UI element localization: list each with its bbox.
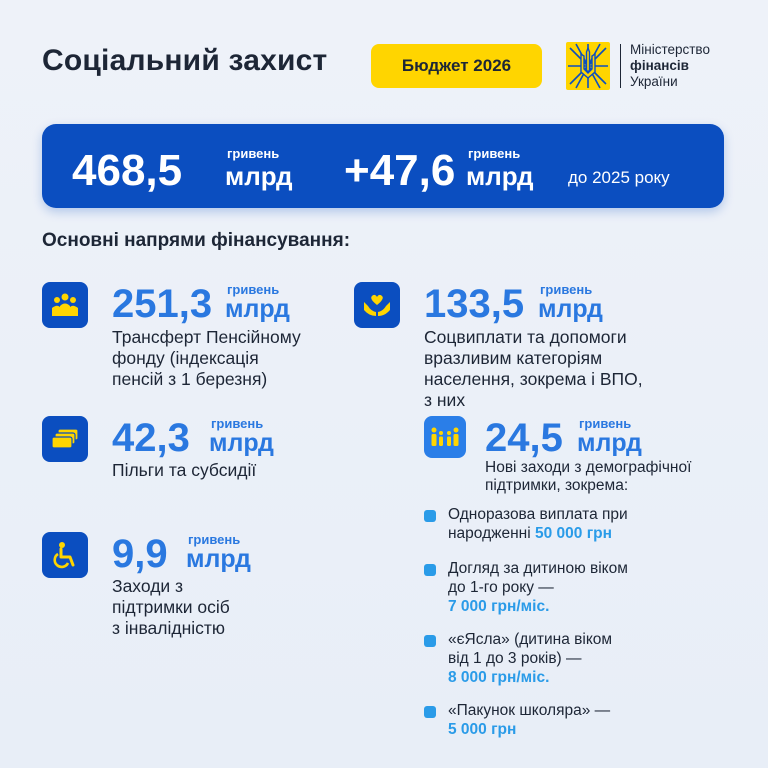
bullet-marker: [424, 564, 436, 576]
desc-line: фонду (індексація: [112, 348, 259, 368]
item-description: [424, 327, 643, 411]
total-unit-top: гривень: [227, 146, 280, 161]
item-description: [112, 460, 256, 481]
bullet-marker: [424, 635, 436, 647]
delta-unit: млрд: [466, 161, 534, 191]
item-unit: млрд: [538, 295, 603, 323]
desc-line: підтримки осіб: [112, 597, 230, 617]
total-value: 468,5: [72, 146, 183, 195]
item-unit: млрд: [225, 295, 290, 323]
item-unit-top: гривень: [227, 282, 280, 297]
page-title: Соціальний захист: [42, 44, 328, 77]
item-value: 9,9: [112, 532, 168, 576]
item-value: 42,3: [112, 416, 190, 460]
logo-divider: [620, 44, 621, 88]
trident-logo-icon: [566, 42, 610, 90]
item-unit-top: гривень: [540, 282, 593, 297]
people-group-icon: [42, 282, 88, 328]
cash-stack-icon: [42, 416, 88, 462]
bullet-text: [448, 559, 628, 616]
desc-line: Заходи з: [112, 576, 184, 596]
total-unit: млрд: [225, 161, 293, 191]
bullet-text: [448, 701, 610, 739]
desc-line: Пільги та субсидії: [112, 460, 257, 480]
item-unit: млрд: [186, 545, 251, 573]
item-description: [485, 459, 691, 495]
bullet-marker: [424, 510, 436, 522]
item-description: [112, 576, 230, 639]
bullet-amount: 50 000 грн: [534, 525, 612, 542]
item-value: 251,3: [112, 282, 213, 326]
desc-line: з інвалідністю: [112, 618, 226, 638]
bullet-amount: 5 000 грн: [448, 721, 517, 738]
section-heading: Основні напрями фінансування:: [42, 230, 351, 251]
bullet-amount: 7 000 грн/міс.: [448, 598, 550, 615]
item-unit-top: гривень: [579, 416, 632, 431]
bullet-line: «Пакунок школяра» —: [448, 702, 611, 719]
desc-line: вразливим категоріям: [424, 348, 603, 368]
budget-badge: Бюджет 2026: [371, 44, 542, 88]
delta-unit-top: гривень: [468, 146, 521, 161]
item-description: [112, 327, 301, 390]
bullet-text: [448, 630, 612, 687]
desc-line: пенсій з 1 березня): [112, 369, 268, 389]
desc-line: Соцвиплати та допомоги: [424, 327, 627, 347]
bullet-amount: 8 000 грн/міс.: [448, 669, 550, 686]
bullet-line: від 1 до 3 років) —: [448, 650, 582, 667]
total-banner: [42, 124, 724, 208]
ministry-name: [630, 42, 710, 90]
delta-value: +47,6: [344, 146, 456, 195]
item-unit: млрд: [209, 429, 274, 457]
bullet-line: Одноразова виплата при: [448, 506, 628, 523]
wheelchair-icon: [42, 532, 88, 578]
bullet-line: народженні: [448, 525, 535, 542]
bullet-line: до 1-го року —: [448, 579, 554, 596]
item-unit-top: гривень: [188, 532, 241, 547]
ministry-line-2: фінансів: [630, 58, 689, 73]
bullet-line: «єЯсла» (дитина віком: [448, 631, 613, 648]
desc-line: Трансферт Пенсійному: [112, 327, 301, 347]
desc-line: підтримки, зокрема:: [485, 477, 629, 494]
ministry-line-1: Міністерство: [630, 42, 710, 57]
ministry-line-3: України: [630, 74, 678, 89]
bullet-text: [448, 505, 628, 543]
desc-line: Нові заходи з демографічної: [485, 459, 692, 476]
desc-line: населення, зокрема і ВПО,: [424, 369, 643, 389]
hands-heart-icon: [354, 282, 400, 328]
bullet-marker: [424, 706, 436, 718]
item-unit-top: гривень: [211, 416, 264, 431]
item-value: 133,5: [424, 282, 525, 326]
item-value: 24,5: [485, 416, 563, 460]
item-unit: млрд: [577, 429, 642, 457]
family-icon: [424, 416, 466, 458]
bullet-line: Догляд за дитиною віком: [448, 560, 628, 577]
desc-line: з них: [424, 390, 466, 410]
delta-suffix: до 2025 року: [568, 168, 670, 187]
